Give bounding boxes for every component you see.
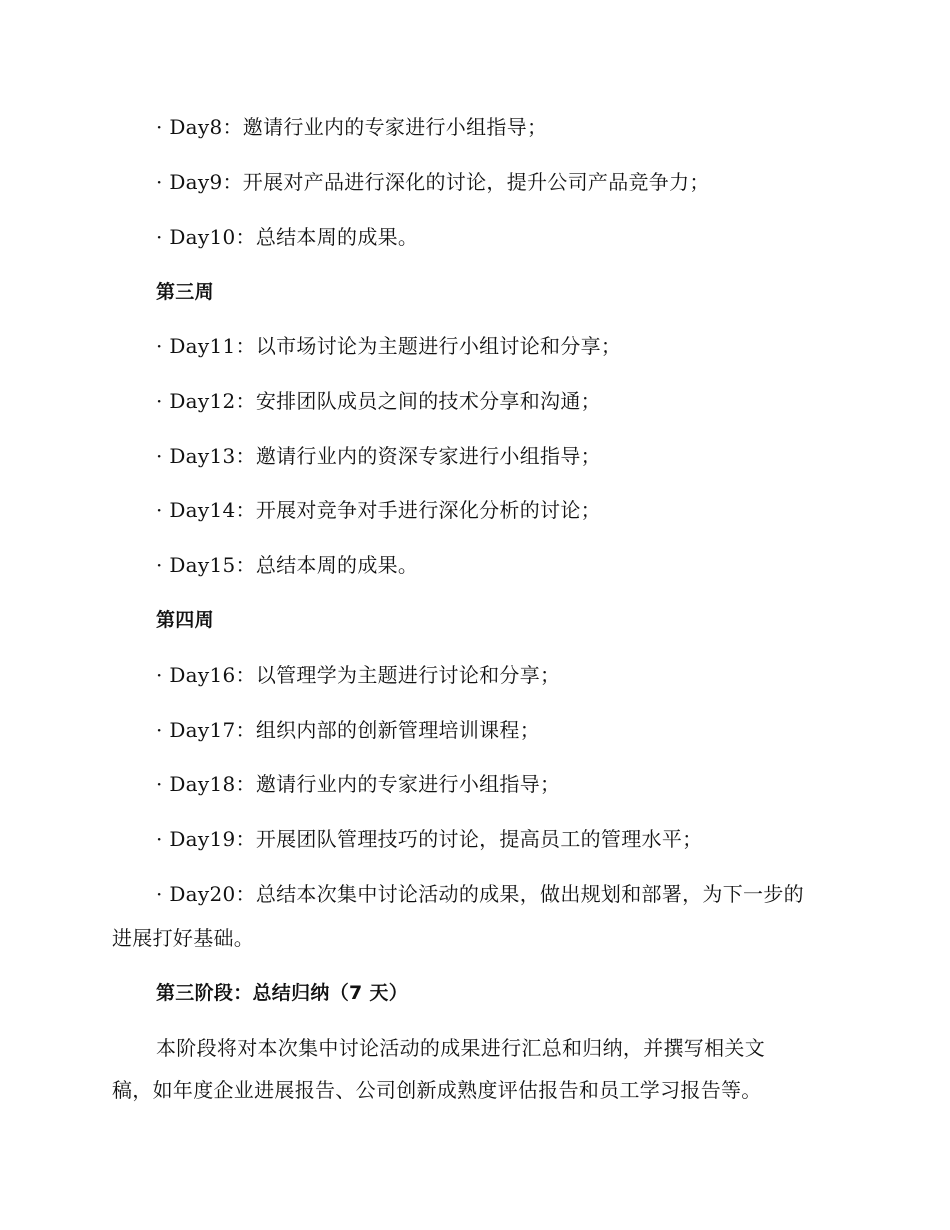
list-item-day12: · Day12：安排团队成员之间的技术分享和沟通；: [156, 389, 601, 413]
paragraph-phase3-continuation: 稿，如年度企业进展报告、公司创新成熟度评估报告和员工学习报告等。: [112, 1078, 762, 1102]
list-item-day13: · Day13：邀请行业内的资深专家进行小组指导；: [156, 444, 601, 468]
list-item-day8: · Day8：邀请行业内的专家进行小组指导；: [156, 115, 548, 139]
list-item-day17: · Day17：组织内部的创新管理培训课程；: [156, 718, 541, 742]
list-item-day20: · Day20：总结本次集中讨论活动的成果，做出规划和部署，为下一步的: [156, 882, 804, 906]
section-heading-week4: 第四周: [156, 609, 214, 631]
paragraph-phase3: 本阶段将对本次集中讨论活动的成果进行汇总和归纳，并撰写相关文: [156, 1036, 765, 1060]
list-item-day14: · Day14：开展对竞争对手进行深化分析的讨论；: [156, 498, 601, 522]
list-item-day15: · Day15：总结本周的成果。: [156, 553, 419, 577]
list-item-day10: · Day10：总结本周的成果。: [156, 225, 419, 249]
list-item-day20-continuation: 进展打好基础。: [112, 926, 255, 950]
list-item-day18: · Day18：邀请行业内的专家进行小组指导；: [156, 772, 561, 796]
list-item-day11: · Day11：以市场讨论为主题进行小组讨论和分享；: [156, 334, 622, 358]
section-heading-phase3: 第三阶段：总结归纳（7 天）: [156, 982, 409, 1004]
list-item-day16: · Day16：以管理学为主题进行讨论和分享；: [156, 663, 561, 687]
list-item-day19: · Day19：开展团队管理技巧的讨论，提高员工的管理水平；: [156, 827, 703, 851]
section-heading-week3: 第三周: [156, 281, 214, 303]
list-item-day9: · Day9：开展对产品进行深化的讨论，提升公司产品竞争力；: [156, 170, 710, 194]
